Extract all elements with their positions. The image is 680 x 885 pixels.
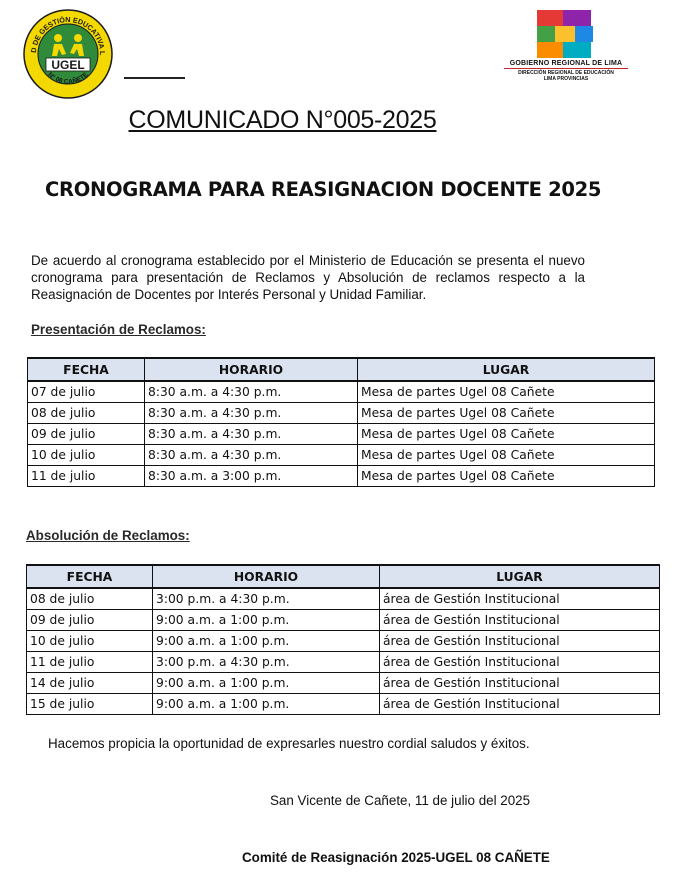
place-date: San Vicente de Cañete, 11 de julio del 2025 xyxy=(270,793,531,808)
header-fecha: FECHA xyxy=(27,565,153,588)
presentacion-table xyxy=(27,357,655,487)
table-row xyxy=(28,424,655,445)
gob-logo-block xyxy=(575,26,593,42)
table-row xyxy=(27,631,660,652)
cell-lugar: Mesa de partes Ugel 08 Cañete xyxy=(358,381,655,403)
closing-text: Hacemos propicia la oportunidad de expresarles nuestro cordial saludos y éxitos. xyxy=(48,736,530,751)
table-row xyxy=(28,403,655,424)
table-row xyxy=(27,673,660,694)
cell-lugar: área de Gestión Institucional xyxy=(380,694,660,715)
cell-fecha: 11 de julio xyxy=(27,652,153,673)
gob-logo-mark xyxy=(507,8,625,60)
cell-lugar: Mesa de partes Ugel 08 Cañete xyxy=(358,424,655,445)
cell-horario: 8:30 a.m. a 4:30 p.m. xyxy=(145,445,358,466)
gob-logo-block xyxy=(537,42,563,58)
gob-divider xyxy=(504,68,628,69)
cell-lugar: área de Gestión Institucional xyxy=(380,588,660,610)
gob-logo-block xyxy=(563,42,591,58)
gob-logo-block xyxy=(537,26,555,42)
table-row xyxy=(28,445,655,466)
gob-logo-block xyxy=(555,26,575,42)
cell-fecha: 09 de julio xyxy=(27,610,153,631)
table-row xyxy=(28,466,655,487)
document-title: COMUNICADO N°005-2025 xyxy=(128,106,437,134)
gob-logo-block xyxy=(537,10,563,26)
cell-fecha: 10 de julio xyxy=(28,445,145,466)
cell-horario: 9:00 a.m. a 1:00 p.m. xyxy=(153,610,380,631)
cell-horario: 8:30 a.m. a 4:30 p.m. xyxy=(145,381,358,403)
table-row xyxy=(27,610,660,631)
table-header-row xyxy=(27,565,660,588)
presentacion-title: Presentación de Reclamos: xyxy=(31,322,206,337)
cell-fecha: 08 de julio xyxy=(28,403,145,424)
cell-horario: 9:00 a.m. a 1:00 p.m. xyxy=(153,694,380,715)
cell-fecha: 07 de julio xyxy=(28,381,145,403)
header-rule xyxy=(124,77,185,79)
cell-horario: 9:00 a.m. a 1:00 p.m. xyxy=(153,631,380,652)
header-lugar: LUGAR xyxy=(380,565,660,588)
table-row xyxy=(28,381,655,403)
cell-lugar: área de Gestión Institucional xyxy=(380,631,660,652)
cell-fecha: 11 de julio xyxy=(28,466,145,487)
gob-logo-text xyxy=(498,60,634,82)
table-row xyxy=(27,694,660,715)
header-fecha: FECHA xyxy=(28,358,145,381)
absolucion-table xyxy=(26,564,660,715)
cell-lugar: área de Gestión Institucional xyxy=(380,673,660,694)
signature: Comité de Reasignación 2025-UGEL 08 CAÑETE xyxy=(242,850,550,865)
cell-lugar: área de Gestión Institucional xyxy=(380,652,660,673)
cell-lugar: Mesa de partes Ugel 08 Cañete xyxy=(358,445,655,466)
gob-subtitle-1: DIRECCIÓN REGIONAL DE EDUCACIÓN xyxy=(518,70,614,76)
gob-logo-block xyxy=(563,10,591,26)
ugel-logo-center-text: UGEL xyxy=(51,58,85,72)
cell-fecha: 10 de julio xyxy=(27,631,153,652)
cell-horario: 3:00 p.m. a 4:30 p.m. xyxy=(153,652,380,673)
cell-horario: 8:30 a.m. a 4:30 p.m. xyxy=(145,403,358,424)
absolucion-title: Absolución de Reclamos: xyxy=(26,528,190,543)
cell-fecha: 14 de julio xyxy=(27,673,153,694)
header-horario: HORARIO xyxy=(145,358,358,381)
ugel-logo-top-text: D DE GESTIÓN EDUCATIVA L xyxy=(28,14,108,56)
header-lugar: LUGAR xyxy=(358,358,655,381)
cell-fecha: 15 de julio xyxy=(27,694,153,715)
cell-lugar: área de Gestión Institucional xyxy=(380,610,660,631)
cell-fecha: 09 de julio xyxy=(28,424,145,445)
cell-horario: 9:00 a.m. a 1:00 p.m. xyxy=(153,673,380,694)
cell-horario: 8:30 a.m. a 4:30 p.m. xyxy=(145,424,358,445)
gob-title: GOBIERNO REGIONAL DE LIMA xyxy=(509,60,623,67)
cell-lugar: Mesa de partes Ugel 08 Cañete xyxy=(358,403,655,424)
table-header-row xyxy=(28,358,655,381)
ugel-logo xyxy=(22,8,114,100)
intro-paragraph: De acuerdo al cronograma establecido por el Ministerio de Educación se presenta el nuevo cronograma para presentación de Reclamos y Absolución de reclamos respecto a la Reasignación de Docentes por Interés Personal y Unidad Familiar. xyxy=(31,253,585,302)
cell-horario: 3:00 p.m. a 4:30 p.m. xyxy=(153,588,380,610)
table-row xyxy=(27,588,660,610)
document-heading: CRONOGRAMA PARA REASIGNACION DOCENTE 2025 xyxy=(45,178,602,201)
cell-fecha: 08 de julio xyxy=(27,588,153,610)
cell-horario: 8:30 a.m. a 3:00 p.m. xyxy=(145,466,358,487)
header-horario: HORARIO xyxy=(153,565,380,588)
cell-lugar: Mesa de partes Ugel 08 Cañete xyxy=(358,466,655,487)
table-row xyxy=(27,652,660,673)
gob-subtitle-2: LIMA PROVINCIAS xyxy=(543,76,589,82)
ugel-logo-bottom-text: N° 08 CAÑETE xyxy=(46,71,90,86)
